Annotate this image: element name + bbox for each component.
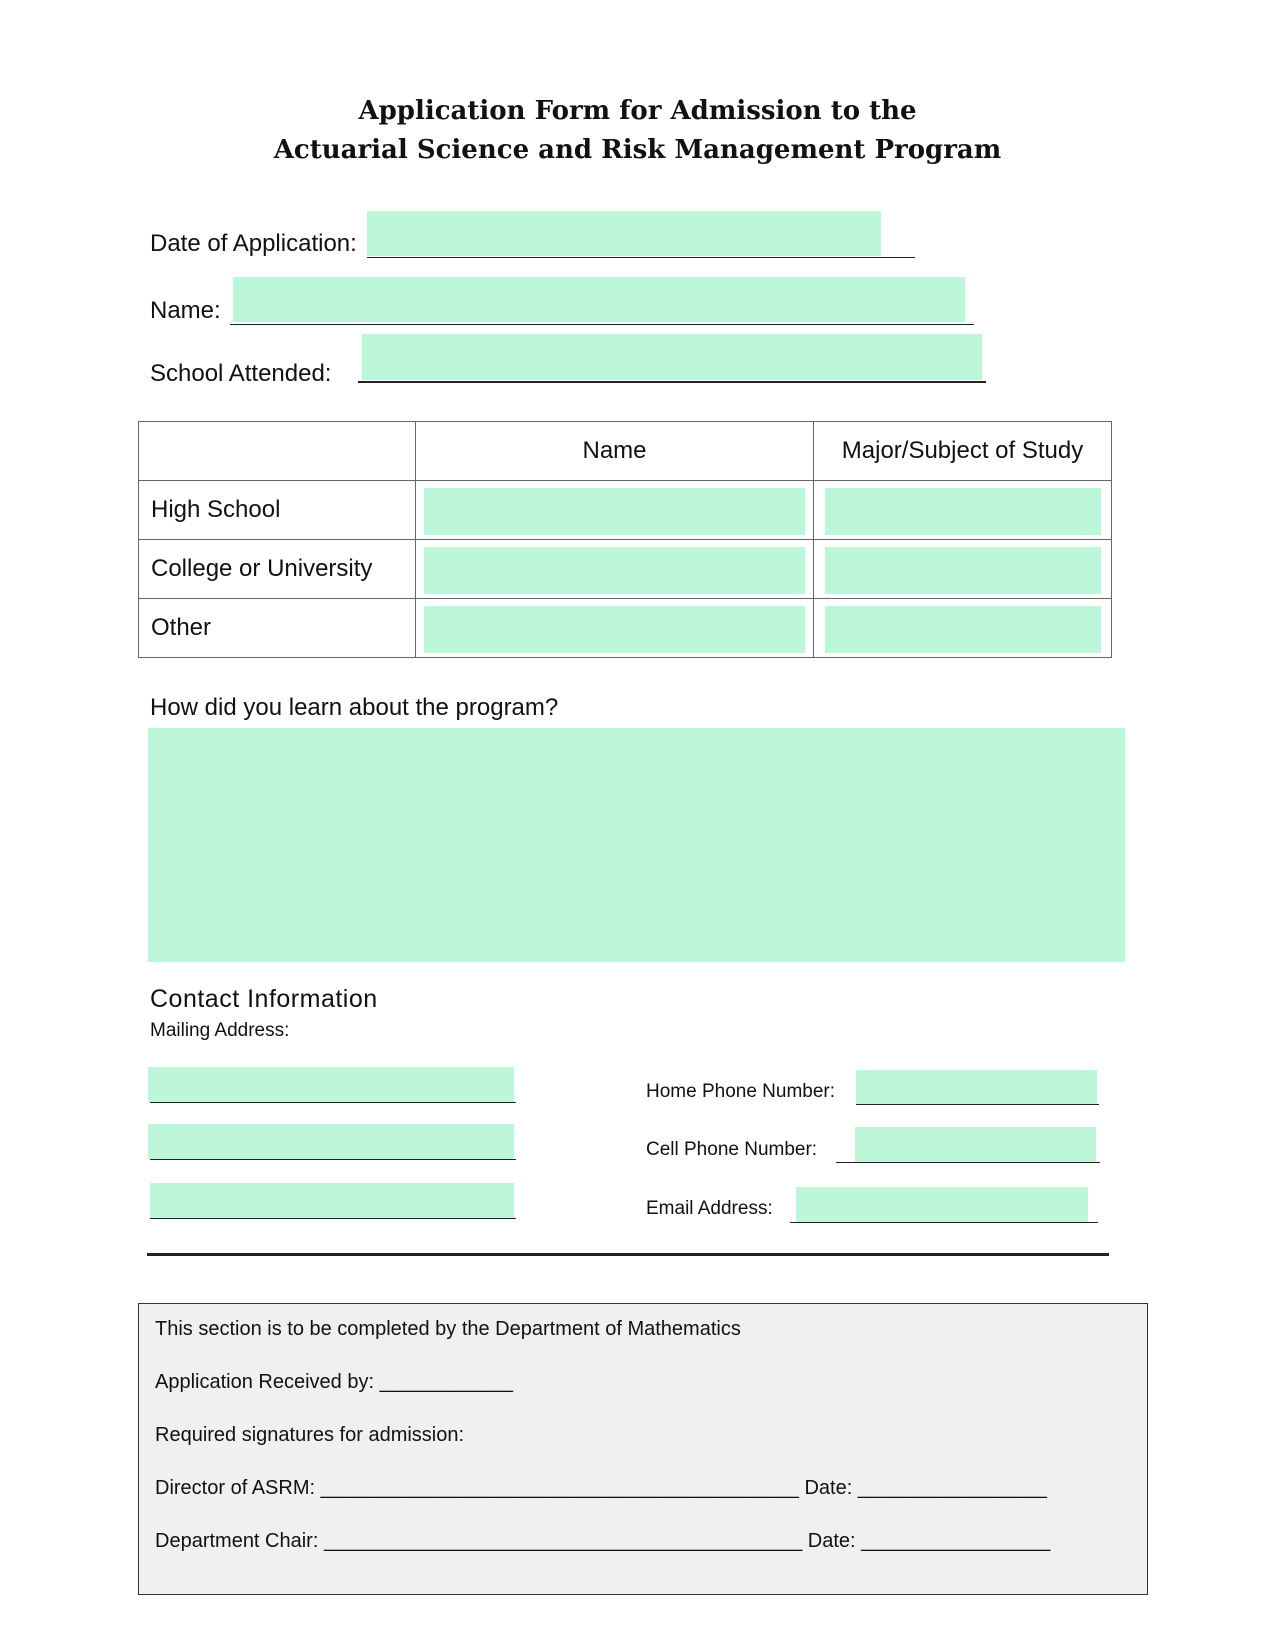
home-phone-label: Home Phone Number: xyxy=(646,1081,836,1102)
high-school-major-field[interactable] xyxy=(825,488,1101,535)
mailing-address-line-1-underline xyxy=(150,1102,516,1103)
cell-phone-field[interactable] xyxy=(855,1127,1096,1162)
school-attended-underline xyxy=(358,381,986,383)
director-signature-line: Director of ASRM: ___________________________________________ Date: _________________ xyxy=(155,1477,1047,1499)
required-signatures-label: Required signatures for admission: xyxy=(155,1424,465,1446)
other-name-field[interactable] xyxy=(424,606,805,653)
date-of-application-field[interactable] xyxy=(367,211,881,256)
learn-about-program-field[interactable] xyxy=(148,728,1125,962)
cell-phone-label: Cell Phone Number: xyxy=(646,1139,818,1160)
mailing-address-line-3-field[interactable] xyxy=(150,1183,514,1218)
mailing-address-label: Mailing Address: xyxy=(150,1020,290,1041)
name-label: Name: xyxy=(150,297,221,324)
school-attended-field[interactable] xyxy=(362,334,982,380)
home-phone-underline xyxy=(856,1104,1099,1105)
college-name-cell xyxy=(416,540,814,599)
college-major-cell xyxy=(814,540,1112,599)
other-name-cell xyxy=(416,599,814,658)
row-label-college: College or University xyxy=(139,540,416,599)
contact-section-divider xyxy=(147,1253,1109,1256)
learn-about-program-question: How did you learn about the program? xyxy=(150,694,559,721)
mailing-address-line-2-underline xyxy=(150,1159,516,1160)
email-address-underline xyxy=(790,1222,1098,1223)
high-school-major-cell xyxy=(814,481,1112,540)
table-row xyxy=(139,481,1112,540)
table-header-empty xyxy=(139,422,416,481)
school-attended-label: School Attended: xyxy=(150,360,332,387)
table-header-name: Name xyxy=(416,422,814,481)
high-school-name-cell xyxy=(416,481,814,540)
department-chair-signature-line: Department Chair: ___________________________________________ Date: _________________ xyxy=(155,1530,1051,1552)
college-name-field[interactable] xyxy=(424,547,805,594)
department-use-section xyxy=(138,1303,1148,1595)
home-phone-field[interactable] xyxy=(856,1070,1097,1104)
education-table xyxy=(138,421,1112,658)
date-of-application-label: Date of Application: xyxy=(150,230,357,257)
department-section-intro: This section is to be completed by the Department of Mathematics xyxy=(155,1318,741,1340)
mailing-address-line-1-field[interactable] xyxy=(148,1067,514,1102)
mailing-address-line-3-underline xyxy=(150,1218,516,1219)
mailing-address-line-2-field[interactable] xyxy=(148,1124,514,1159)
table-header-major: Major/Subject of Study xyxy=(814,422,1112,481)
form-title-line-1: Application Form for Admission to the xyxy=(358,96,917,126)
contact-information-heading: Contact Information xyxy=(150,985,378,1013)
table-row xyxy=(139,599,1112,658)
high-school-name-field[interactable] xyxy=(424,488,805,535)
table-header-row xyxy=(139,422,1112,481)
row-label-high-school: High School xyxy=(139,481,416,540)
email-address-label: Email Address: xyxy=(646,1198,773,1219)
email-address-field[interactable] xyxy=(796,1187,1088,1222)
name-underline xyxy=(230,324,974,325)
other-major-field[interactable] xyxy=(825,606,1101,653)
name-field[interactable] xyxy=(233,277,965,322)
cell-phone-underline xyxy=(836,1162,1100,1163)
row-label-other: Other xyxy=(139,599,416,658)
table-row xyxy=(139,540,1112,599)
application-received-by: Application Received by: ____________ xyxy=(155,1371,514,1393)
other-major-cell xyxy=(814,599,1112,658)
form-title-line-2: Actuarial Science and Risk Management Program xyxy=(273,135,1002,165)
college-major-field[interactable] xyxy=(825,547,1101,594)
date-of-application-underline xyxy=(367,257,915,258)
